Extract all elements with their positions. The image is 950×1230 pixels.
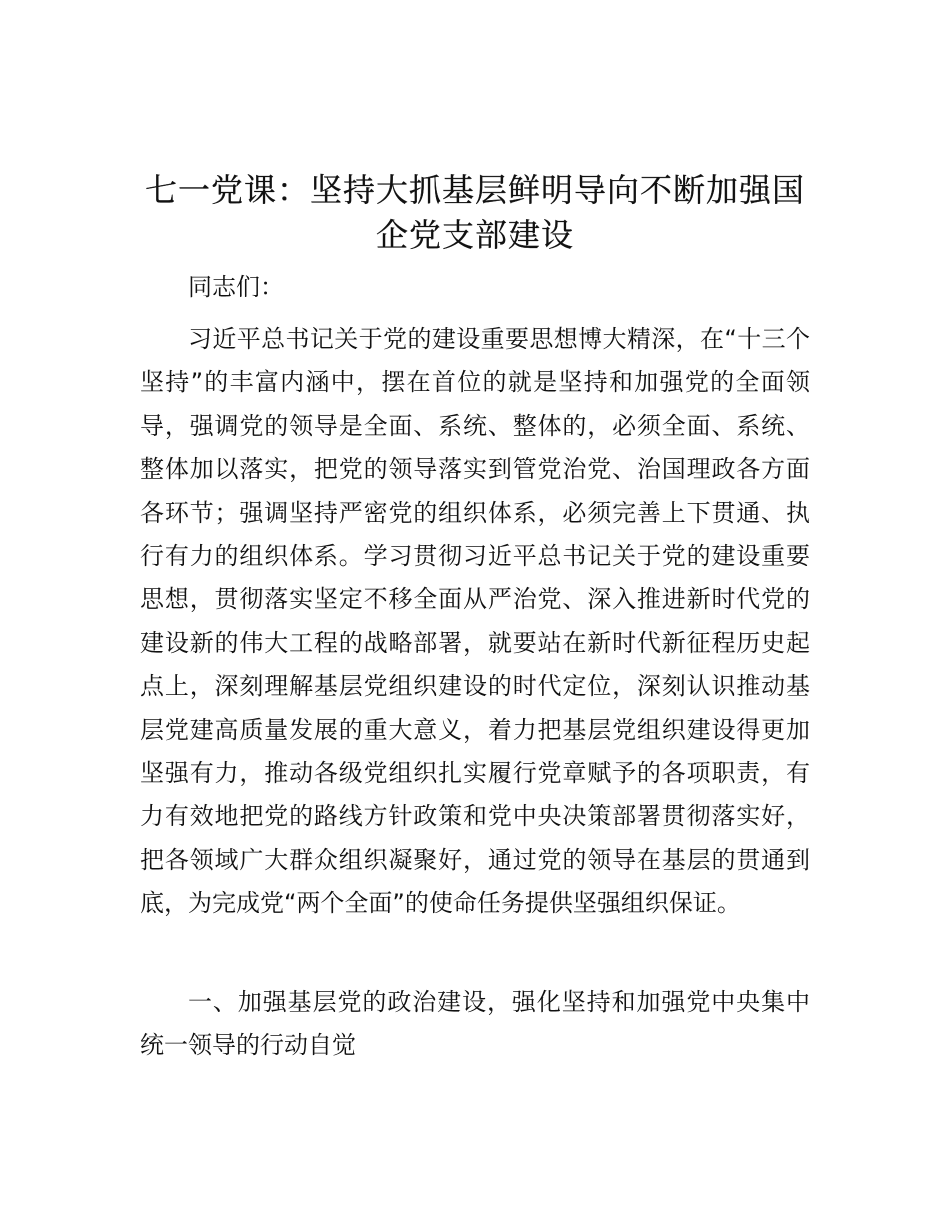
paragraph-intro: 习近平总书记关于党的建设重要思想博大精深，在“十三个坚持”的丰富内涵中，摆在首位的就是坚持和加强党的全面领导，强调党的领导是全面、系统、整体的，必须全面、系统、整体加以落实，把党的领导落实到管党治党、治国理政各方面各环节；强调坚持严密党的组织体系，必须完善上下贯通、执行有力的组织体系。学习贯彻习近平总书记关于党的建设重要思想，贯彻落实坚定不移全面从严治党、深入推进新时代党的建设新的伟大工程的战略部署，就要站在新时代新征程历史起点上，深刻理解基层党组织建设的时代定位，深刻认识推动基层党建高质量发展的重大意义，着力把基层党组织建设得更加坚强有力，推动各级党组织扎实履行党章赋予的各项职责，有力有效地把党的路线方针政策和党中央决策部署贯彻落实好，把各领域广大群众组织凝聚好，通过党的领导在基层的贯通到底，为完成党“两个全面”的使命任务提供坚强组织保证。 [140, 325, 810, 918]
section-heading: 一、加强基层党的政治建设，强化坚持和加强党中央集中统一领导的行动自觉 [140, 988, 810, 1060]
document-title: 七一党课：坚持大抓基层鲜明导向不断加强国企党支部建设 [144, 171, 805, 254]
greeting: 同志们： [188, 273, 284, 301]
